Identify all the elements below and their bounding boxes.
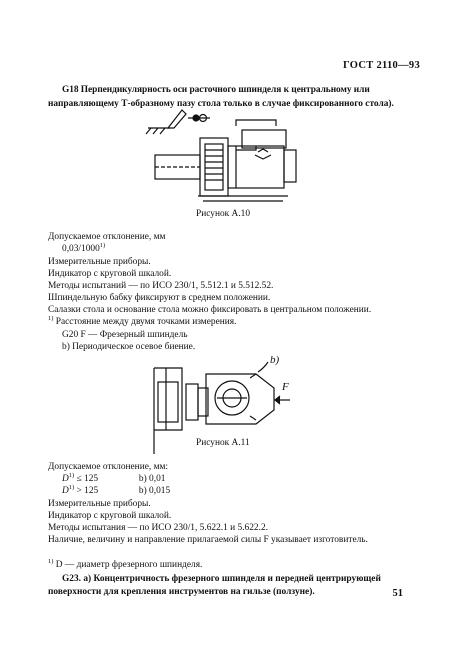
g20-force-note: Наличие, величину и направление прилагаемой силы F указывает изготовитель. (48, 535, 368, 545)
g18-footnote: $^{1)}$ Расстояние между двумя точками измерения. (48, 315, 237, 327)
g18-methods: Методы испытаний — по ИСО 230/1, 5.512.1 и 5.512.52. (48, 281, 274, 291)
g20-instruments: Измерительные приборы. (48, 499, 151, 509)
g18-slide: Салазки стола и основание стола можно фиксировать в центральном положении. (48, 305, 372, 315)
g20-tolerance-label: Допускаемое отклонение, мм: (48, 462, 169, 472)
g20-methods: Методы испытания — по ИСО 230/1, 5.622.1 и 5.622.2. (48, 523, 268, 533)
g20-item-b: b) Периодическое осевое биение. (62, 342, 196, 352)
g20-footnote: $^{1)}$ D — диаметр фрезерного шпинделя. (48, 558, 203, 570)
g23-title-line2: поверхности для крепления инструментов на гильзе (ползуне). (48, 587, 315, 597)
g18-title-line1: G18 Перпендикулярность оси расточного шпинделя к центральному или (62, 85, 370, 95)
g18-tolerance-value: 0,03/1000$^{1)}$ (62, 242, 106, 254)
g20-indicator: Индикатор с круговой шкалой. (48, 511, 172, 521)
document-code: ГОСТ 2110—93 (343, 60, 420, 71)
g18-indicator: Индикатор с круговой шкалой. (48, 269, 172, 279)
g18-title-line2: направляющему Т-образному пазу стола только в случае фиксированного стола). (48, 99, 394, 109)
page-number: 51 (392, 588, 403, 599)
figure-a11-label-force: F (282, 381, 289, 393)
g23-title-line1: G23. а) Концентричность фрезерного шпинделя и передней центрирующей (62, 574, 381, 584)
g20-title: G20 F — Фрезерный шпиндель (62, 330, 188, 340)
g20-tolerance-row-2: $D^{1)} > 125$ b) 0,015 (62, 484, 171, 496)
g18-headstock: Шпиндельную бабку фиксируют в среднем положении. (48, 293, 271, 303)
g20-tolerance-row-1: $D^{1)} \le 125$ b) 0,01 (62, 472, 166, 484)
figure-a11-caption: Рисунок А.11 (196, 438, 250, 448)
figure-a11-label-b: b) (270, 354, 280, 366)
g18-instruments: Измерительные приборы. (48, 257, 151, 267)
figure-a10-caption: Рисунок А.10 (196, 209, 251, 219)
g18-tolerance-label: Допускаемое отклонение, мм (48, 232, 166, 242)
